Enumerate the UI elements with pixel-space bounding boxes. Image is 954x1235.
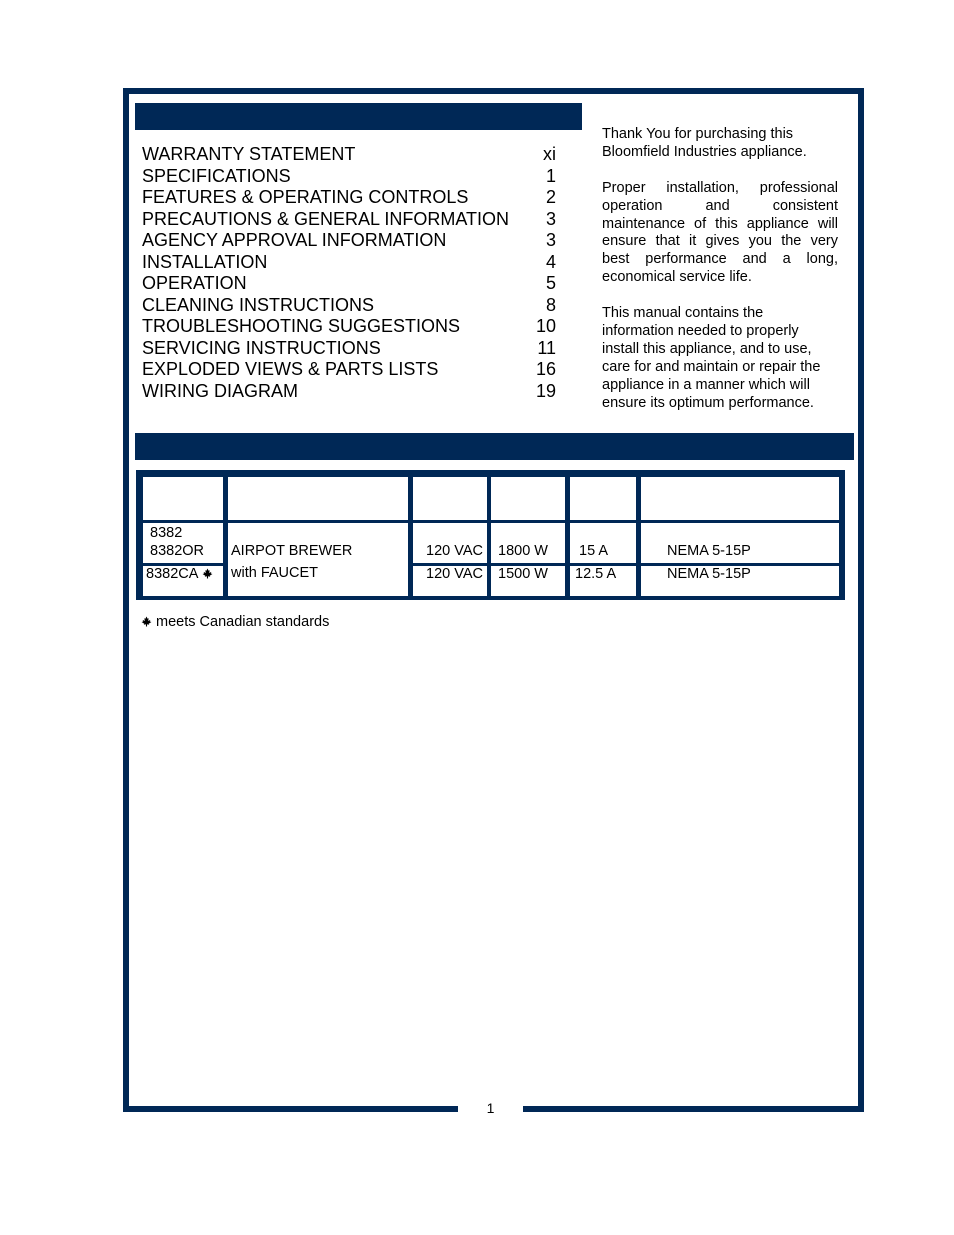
- table-cell-voltage: [413, 523, 487, 563]
- intro-paragraph: This manual contains the information needed to properly install this appliance, and to use, care for and maintain or repair the appliance in a manner which will ensure its optimum performance.: [602, 305, 821, 411]
- specifications-header-bar: [135, 433, 854, 460]
- toc-page: 11: [537, 337, 556, 358]
- wattage-value: 1800 W: [498, 543, 548, 559]
- toc-title: SPECIFICATIONS: [142, 165, 291, 186]
- intro-paragraph: Thank You for purchasing this Bloomfield Industries appliance.: [602, 126, 807, 160]
- toc-entry[interactable]: [142, 209, 556, 231]
- maple-leaf-icon: [141, 616, 152, 627]
- amps-value: 12.5 A: [575, 566, 617, 582]
- voltage-value: 120 VAC: [426, 566, 483, 582]
- toc-page: xi: [543, 144, 556, 164]
- toc-title: SERVICING INSTRUCTIONS: [142, 337, 381, 358]
- toc-page: 8: [545, 294, 556, 315]
- table-cell-plug: [641, 566, 839, 596]
- toc-title: EXPLODED VIEWS & PARTS LISTS: [142, 359, 439, 379]
- specifications-table: [136, 470, 845, 600]
- toc-page: 19: [535, 380, 556, 401]
- voltage-value: 120 VAC: [426, 543, 483, 559]
- table-of-contents: [142, 144, 556, 402]
- table-cell-amps: [570, 566, 636, 596]
- model-number: 8382CA: [146, 566, 198, 582]
- toc-page: 1: [545, 165, 556, 186]
- description-line: AIRPOT BREWER: [231, 543, 353, 559]
- toc-entry[interactable]: [142, 316, 556, 338]
- toc-entry[interactable]: [142, 295, 556, 317]
- toc-entry[interactable]: [142, 273, 556, 295]
- table-cell-model: [143, 523, 223, 563]
- maple-leaf-icon: [202, 568, 213, 579]
- table-header-cell: [228, 477, 408, 520]
- toc-entry[interactable]: [142, 252, 556, 274]
- model-number: 8382OR: [150, 543, 205, 559]
- toc-title: PRECAUTIONS & GENERAL INFORMATION: [142, 208, 510, 229]
- toc-title: WARRANTY STATEMENT: [142, 144, 356, 164]
- table-cell-amps: [570, 523, 636, 563]
- amps-value: 15 A: [579, 543, 609, 559]
- footnote: [141, 614, 329, 630]
- plug-value: NEMA 5-15P: [667, 543, 751, 559]
- toc-title: FEATURES & OPERATING CONTROLS: [142, 187, 469, 207]
- footnote-text: meets Canadian standards: [156, 614, 330, 630]
- page-number: 1: [486, 1100, 495, 1116]
- table-cell-model: [143, 566, 223, 596]
- table-header-cell: [641, 477, 839, 520]
- toc-entry[interactable]: [142, 359, 556, 381]
- table-cell-voltage: [413, 566, 487, 596]
- page-border-bottom-left: [123, 1106, 458, 1112]
- toc-page: 16: [535, 359, 556, 379]
- toc-title: TROUBLESHOOTING SUGGESTIONS: [142, 316, 461, 336]
- page-border-top: [123, 88, 864, 94]
- toc-entry[interactable]: [142, 187, 556, 209]
- toc-page: 4: [545, 251, 556, 272]
- page-border-right: [858, 88, 864, 1112]
- model-number-canadian: [146, 565, 213, 583]
- toc-title: INSTALLATION: [142, 251, 268, 272]
- toc-entry[interactable]: [142, 166, 556, 188]
- table-cell-wattage: [491, 523, 565, 563]
- toc-title: AGENCY APPROVAL INFORMATION: [142, 230, 447, 250]
- contents-header-bar: [135, 103, 582, 130]
- table-header-cell: [570, 477, 636, 520]
- toc-page: 3: [545, 230, 556, 250]
- page-border-left: [123, 88, 129, 1112]
- table-cell-plug: [641, 523, 839, 563]
- toc-entry[interactable]: [142, 338, 556, 360]
- description-line: with FAUCET: [231, 565, 319, 581]
- toc-title: OPERATION: [142, 273, 247, 293]
- toc-entry[interactable]: [142, 381, 556, 403]
- intro-paragraph: Proper installation, professional operation and consistent maintenance of this appliance will ensure that it gives you the very best performance and a long, economical service life.: [602, 179, 838, 286]
- table-header-cell: [491, 477, 565, 520]
- toc-title: WIRING DIAGRAM: [142, 380, 298, 401]
- toc-entry[interactable]: [142, 144, 556, 166]
- toc-page: 3: [545, 208, 556, 229]
- toc-page: 10: [535, 316, 556, 336]
- toc-page: 2: [545, 187, 556, 207]
- table-header-cell: [143, 477, 223, 520]
- intro-text: [602, 126, 838, 430]
- wattage-value: 1500 W: [498, 566, 548, 582]
- plug-value: NEMA 5-15P: [667, 566, 751, 582]
- toc-title: CLEANING INSTRUCTIONS: [142, 294, 375, 315]
- model-number: 8382: [150, 525, 183, 541]
- page-border-bottom-right: [523, 1106, 864, 1112]
- toc-page: 5: [545, 273, 556, 293]
- table-cell-wattage: [491, 566, 565, 596]
- table-cell-description: [228, 523, 408, 596]
- table-header-cell: [413, 477, 487, 520]
- toc-entry[interactable]: [142, 230, 556, 252]
